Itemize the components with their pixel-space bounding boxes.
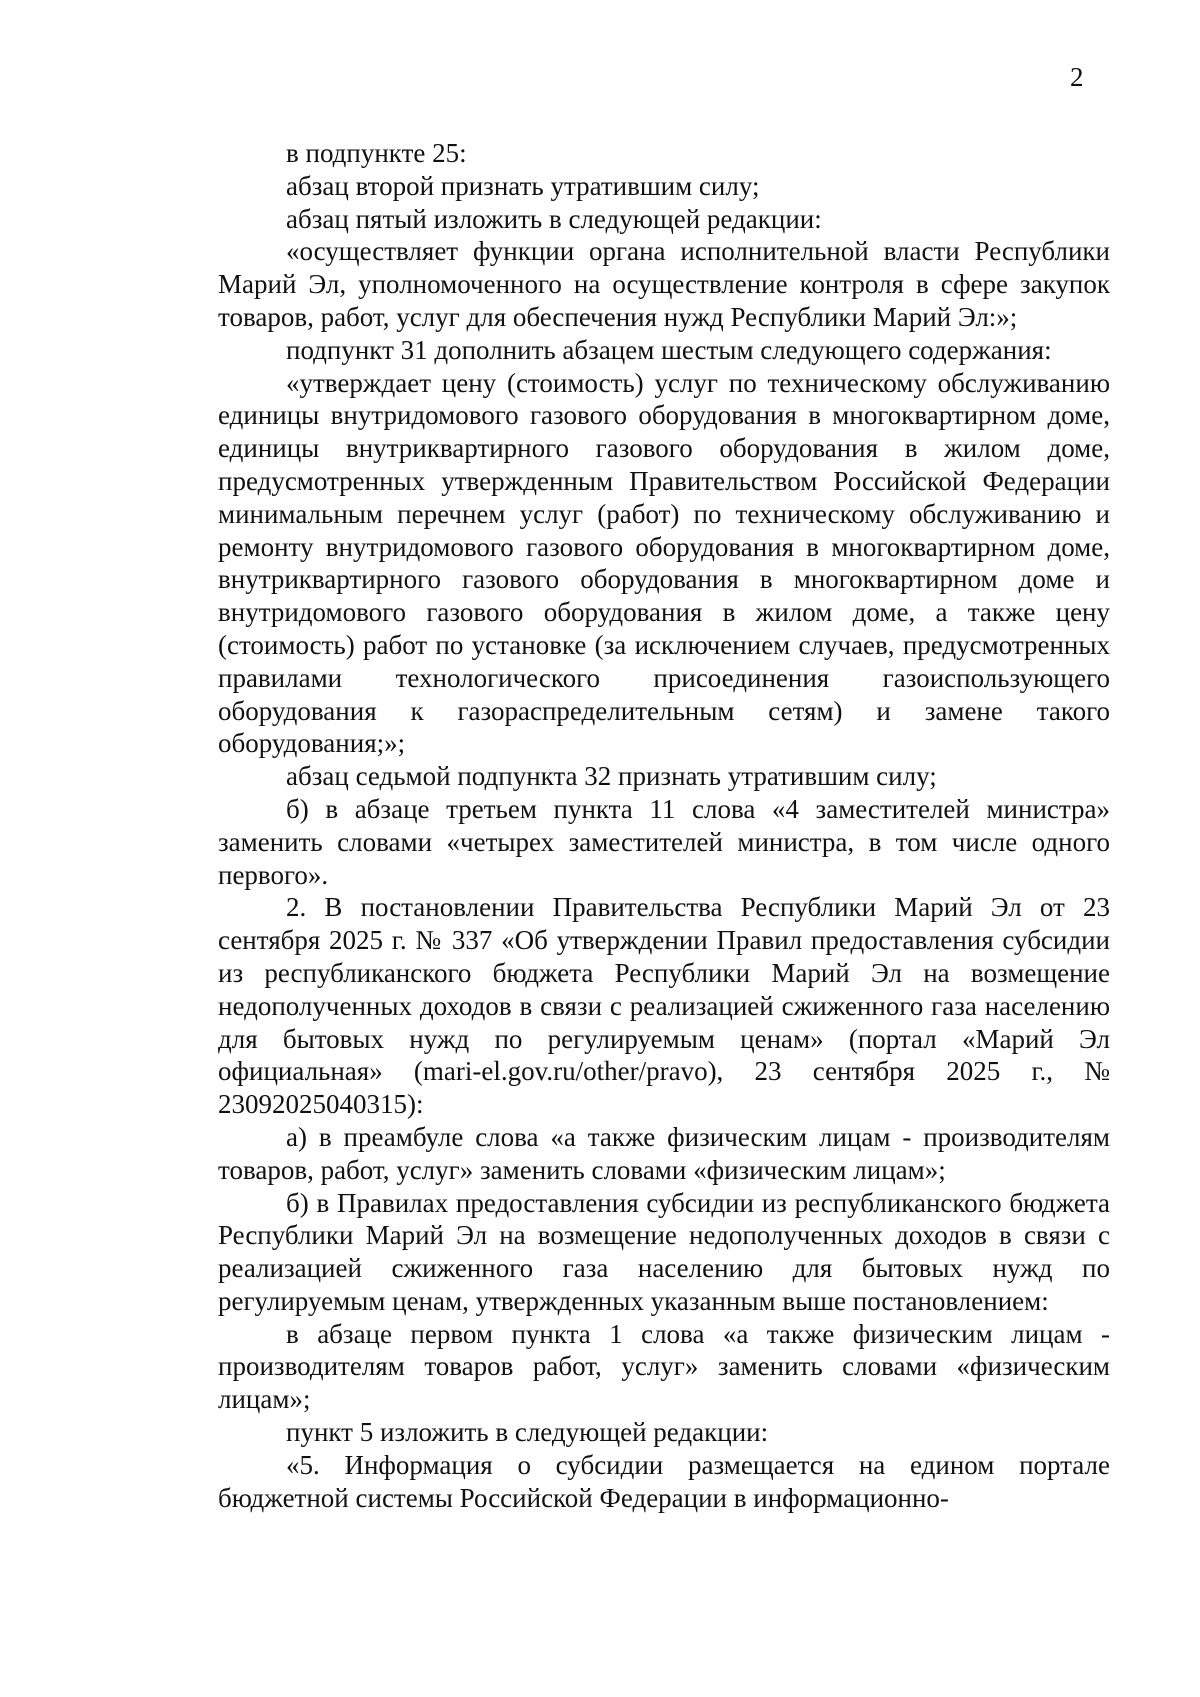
document-body — [218, 137, 1110, 1514]
paragraph: абзац седьмой подпункта 32 признать утратившим силу; — [286, 761, 937, 792]
paragraph: «осуществляет функции органа исполнительной власти Республики Марий Эл, уполномоченного на осуществление контроля в сфере закупок товаров, работ, услуг для обеспечения нужд Республики Марий Эл:»; — [218, 236, 1110, 332]
paragraph: 2. В постановлении Правительства Республики Марий Эл от 23 сентября 2025 г. № 337 «Об утверждении Правил предоставления субсидии из республиканского бюджета Республики Марий Эл на возмещение недополученных доходов в связи с реализацией сжиженного газа населению для бытовых нужд по регулируемым ценам» (портал «Марий Эл официальная» (mari-el.gov.ru/other/pravo), 23 сентября 2025 г., № 23092025040315): — [218, 892, 1110, 1120]
paragraph: пункт 5 изложить в следующей редакции: — [286, 1417, 769, 1448]
paragraph: «5. Информация о субсидии размещается на едином портале бюджетной системы Российской Федерации в информационно- — [218, 1449, 1110, 1513]
page-number: 2 — [1070, 62, 1084, 92]
paragraph: а) в преамбуле слова «а также физическим лицам - производителям товаров, работ, услуг» заменить словами «физическим лицам»; — [218, 1121, 1110, 1185]
paragraph: абзац второй признать утратившим силу; — [286, 170, 760, 201]
paragraph: в абзаце первом пункта 1 слова «а также физическим лицам - производителям товаров работ, услуг» заменить словами «физическим лицам»; — [218, 1318, 1110, 1415]
paragraph: б) в Правилах предоставления субсидии из республиканского бюджета Республики Марий Эл на возмещение недополученных доходов в связи с реализацией сжиженного газа населению для бытовых нужд по регулируемым ценам, утвержденных указанным выше постановлением: — [218, 1187, 1110, 1316]
paragraph: «утверждает цену (стоимость) услуг по техническому обслуживанию единицы внутридомового газового оборудования в многоквартирном доме, единицы внутриквартирного газового оборудования в жилом доме, предусмотренных утвержденным Правительством Российской Федерации минимальным перечнем услуг (работ) по техническому обслуживанию и ремонту внутридомового газового оборудования в многоквартирном доме, внутриквартирного газового оборудования в многоквартирном доме и внутридомового газового оборудования в жилом доме, а также цену (стоимость) работ по установке (за исключением случаев, предусмотренных правилами технологического присоединения газоиспользующего оборудования к газораспределительным сетям) и замене такого оборудования;»; — [218, 367, 1110, 759]
paragraph: абзац пятый изложить в следующей редакции: — [286, 203, 822, 234]
paragraph: подпункт 31 дополнить абзацем шестым следующего содержания: — [286, 334, 1052, 365]
paragraph: в подпункте 25: — [286, 138, 467, 168]
paragraph: б) в абзаце третьем пункта 11 слова «4 заместителей министра» заменить словами «четырех заместителей министра, в том числе одного первого». — [218, 793, 1110, 890]
